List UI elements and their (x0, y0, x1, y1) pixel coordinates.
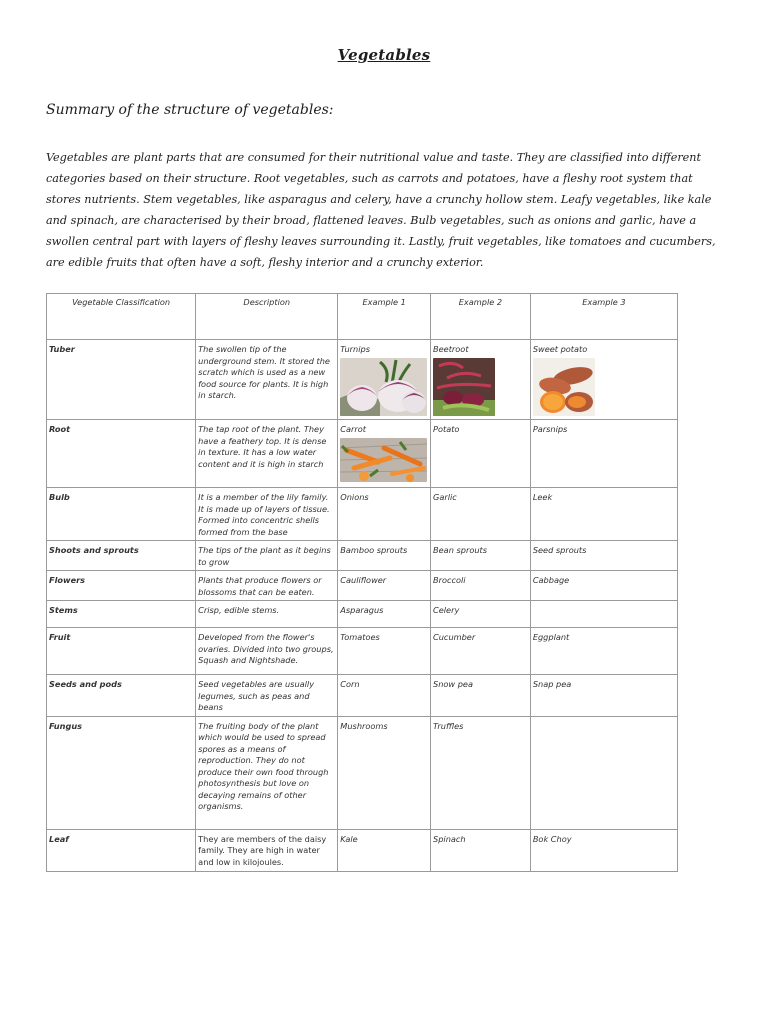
example-label: Turnips (340, 344, 370, 354)
description-cell: It is a member of the lily family. It is made up of layers of tissue. Formed into concentric shells formed from the base (196, 488, 338, 541)
example-cell (338, 420, 431, 488)
description-cell: The tap root of the plant. They have a feathery top. It is dense in texture. It has a low water content and it is high in starch (196, 420, 338, 488)
header-description: Description (196, 294, 338, 340)
document-title: Vegetables (337, 46, 431, 64)
example-cell (431, 340, 531, 420)
description-cell: They are members of the daisy family. They are high in water and low in kilojoules. (196, 829, 338, 871)
classification-cell: Shoots and sprouts (47, 541, 196, 571)
table-row (47, 829, 678, 871)
example-cell (530, 340, 677, 420)
table-row (47, 675, 678, 717)
description-cell: Crisp, edible stems. (196, 601, 338, 628)
classification-cell: Tuber (47, 340, 196, 420)
example-cell: Bok Choy (530, 829, 677, 871)
example-cell: Kale (338, 829, 431, 871)
example-cell: Cabbage (530, 571, 677, 601)
table-row (47, 420, 678, 488)
table-row (47, 601, 678, 628)
example-cell: Snow pea (431, 675, 531, 717)
example-cell: Cucumber (431, 628, 531, 675)
example-label: Carrot (340, 424, 366, 434)
header-example-2: Example 2 (431, 294, 531, 340)
table-row (47, 716, 678, 829)
carrot-photo (340, 438, 427, 482)
table-row (47, 541, 678, 571)
beetroot-photo (433, 358, 495, 416)
classification-cell: Leaf (47, 829, 196, 871)
example-cell: Corn (338, 675, 431, 717)
sweet-potato-photo (533, 358, 595, 416)
example-cell: Leek (530, 488, 677, 541)
example-cell: Seed sprouts (530, 541, 677, 571)
table-row (47, 340, 678, 420)
example-cell: Potato (431, 420, 531, 488)
example-cell: Parsnips (530, 420, 677, 488)
example-cell: Snap pea (530, 675, 677, 717)
example-cell (530, 601, 677, 628)
intro-paragraph: Vegetables are plant parts that are consumed for their nutritional value and taste. They are classified into different categories based on their structure. Root vegetables, such as carrots and potatoes, have a fleshy root system that stores nutrients. Stem vegetables, like asparagus and celery, have a crunchy hollow stem. Leafy vegetables, like kale and spinach, are characterised by their broad, flattened leaves. Bulb vegetables, such as onions and garlic, have a swollen central part with layers of fleshy leaves surrounding it. Lastly, fruit vegetables, like tomatoes and cucumbers, are edible fruits that often have a soft, fleshy interior and a crunchy exterior. (46, 151, 716, 269)
example-cell: Bean sprouts (431, 541, 531, 571)
example-cell: Asparagus (338, 601, 431, 628)
example-cell: Garlic (431, 488, 531, 541)
classification-cell: Fruit (47, 628, 196, 675)
example-cell: Tomatoes (338, 628, 431, 675)
example-cell: Truffles (431, 716, 531, 829)
example-cell: Broccoli (431, 571, 531, 601)
classification-cell: Fungus (47, 716, 196, 829)
example-label: Beetroot (433, 344, 469, 354)
table-row (47, 571, 678, 601)
classification-cell: Bulb (47, 488, 196, 541)
description-cell: The fruiting body of the plant which would be used to spread spores as a means of reproduction. They do not produce their own food through photosynthesis but love on decaying remains of other organisms. (196, 716, 338, 829)
header-classification: Vegetable Classification (47, 294, 196, 340)
example-cell: Cauliflower (338, 571, 431, 601)
turnips-photo (340, 358, 427, 416)
table-row (47, 488, 678, 541)
example-label: Sweet potato (532, 344, 588, 354)
document-subtitle: Summary of the structure of vegetables: (46, 102, 334, 118)
example-cell: Onions (338, 488, 431, 541)
classification-cell: Flowers (47, 571, 196, 601)
header-example-1: Example 1 (338, 294, 431, 340)
description-cell: The tips of the plant as it begins to grow (196, 541, 338, 571)
example-cell: Mushrooms (338, 716, 431, 829)
description-cell: The swollen tip of the underground stem. It stored the scratch which is used as a new food source for plants. It is high in starch. (196, 340, 338, 420)
vegetable-table (46, 293, 678, 872)
example-cell: Bamboo sprouts (338, 541, 431, 571)
classification-cell: Seeds and pods (47, 675, 196, 717)
description-cell: Developed from the flower's ovaries. Divided into two groups, Squash and Nightshade. (196, 628, 338, 675)
table-header-row (47, 294, 678, 340)
classification-cell: Root (47, 420, 196, 488)
example-cell: Spinach (431, 829, 531, 871)
example-cell (530, 716, 677, 829)
description-cell: Seed vegetables are usually legumes, such as peas and beans (196, 675, 338, 717)
example-cell: Celery (431, 601, 531, 628)
example-cell: Eggplant (530, 628, 677, 675)
classification-cell: Stems (47, 601, 196, 628)
example-cell (338, 340, 431, 420)
header-example-3: Example 3 (530, 294, 677, 340)
table-row (47, 628, 678, 675)
description-cell: Plants that produce flowers or blossoms that can be eaten. (196, 571, 338, 601)
